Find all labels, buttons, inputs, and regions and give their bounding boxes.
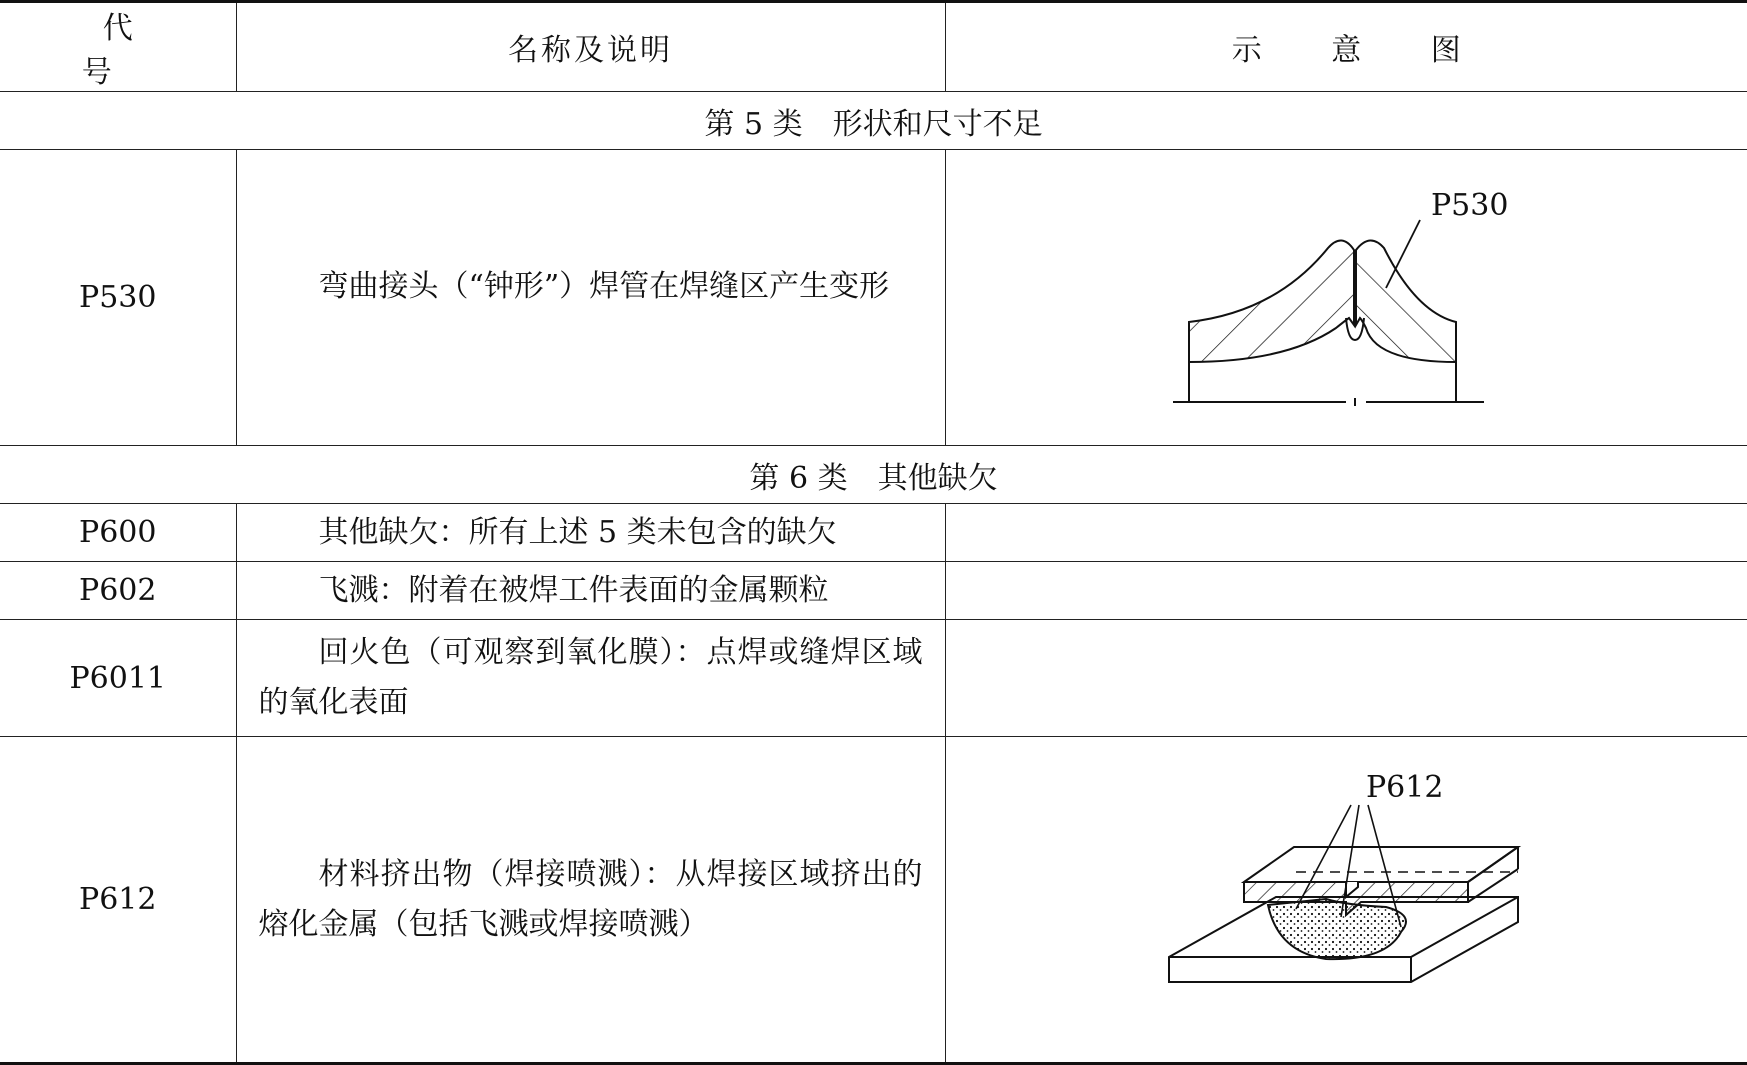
category-label: 第 6 类 其他缺欠 bbox=[0, 446, 1747, 504]
row-diagram-cell bbox=[945, 620, 1747, 737]
row-code: P530 bbox=[0, 150, 236, 446]
row-description: 回火色（可观察到氧化膜）：点焊或缝焊区域的氧化表面 bbox=[236, 620, 945, 737]
category-label: 第 5 类 形状和尺寸不足 bbox=[0, 92, 1747, 150]
row-diagram-cell bbox=[945, 562, 1747, 620]
figure-label: P612 bbox=[1366, 770, 1443, 805]
table-row bbox=[0, 737, 1747, 1064]
bell-joint-figure bbox=[946, 150, 1747, 445]
row-description: 弯曲接头（“钟形”）焊管在焊缝区产生变形 bbox=[236, 150, 945, 446]
row-description: 材料挤出物（焊接喷溅）：从焊接区域挤出的熔化金属（包括飞溅或焊接喷溅） bbox=[236, 737, 945, 1064]
header-row bbox=[0, 2, 1747, 92]
row-description: 飞溅：附着在被焊工件表面的金属颗粒 bbox=[236, 562, 945, 620]
figure-label: P530 bbox=[1431, 188, 1508, 223]
row-code: P600 bbox=[0, 504, 236, 562]
row-description: 其他缺欠：所有上述 5 类未包含的缺欠 bbox=[236, 504, 945, 562]
row-code: P612 bbox=[0, 737, 236, 1064]
extrusion-figure bbox=[946, 737, 1747, 1062]
table-row bbox=[0, 504, 1747, 562]
table-row bbox=[0, 620, 1747, 737]
table-row bbox=[0, 150, 1747, 446]
header-diagram: 示 意 图 bbox=[945, 2, 1747, 92]
table-row bbox=[0, 562, 1747, 620]
category-row-5 bbox=[0, 92, 1747, 150]
row-code: P6011 bbox=[0, 620, 236, 737]
row-diagram-cell bbox=[945, 150, 1747, 446]
category-row-6 bbox=[0, 446, 1747, 504]
row-diagram-cell bbox=[945, 504, 1747, 562]
row-code: P602 bbox=[0, 562, 236, 620]
header-code: 代 号 bbox=[0, 2, 236, 92]
header-name: 名称及说明 bbox=[236, 2, 945, 92]
row-diagram-cell bbox=[945, 737, 1747, 1064]
